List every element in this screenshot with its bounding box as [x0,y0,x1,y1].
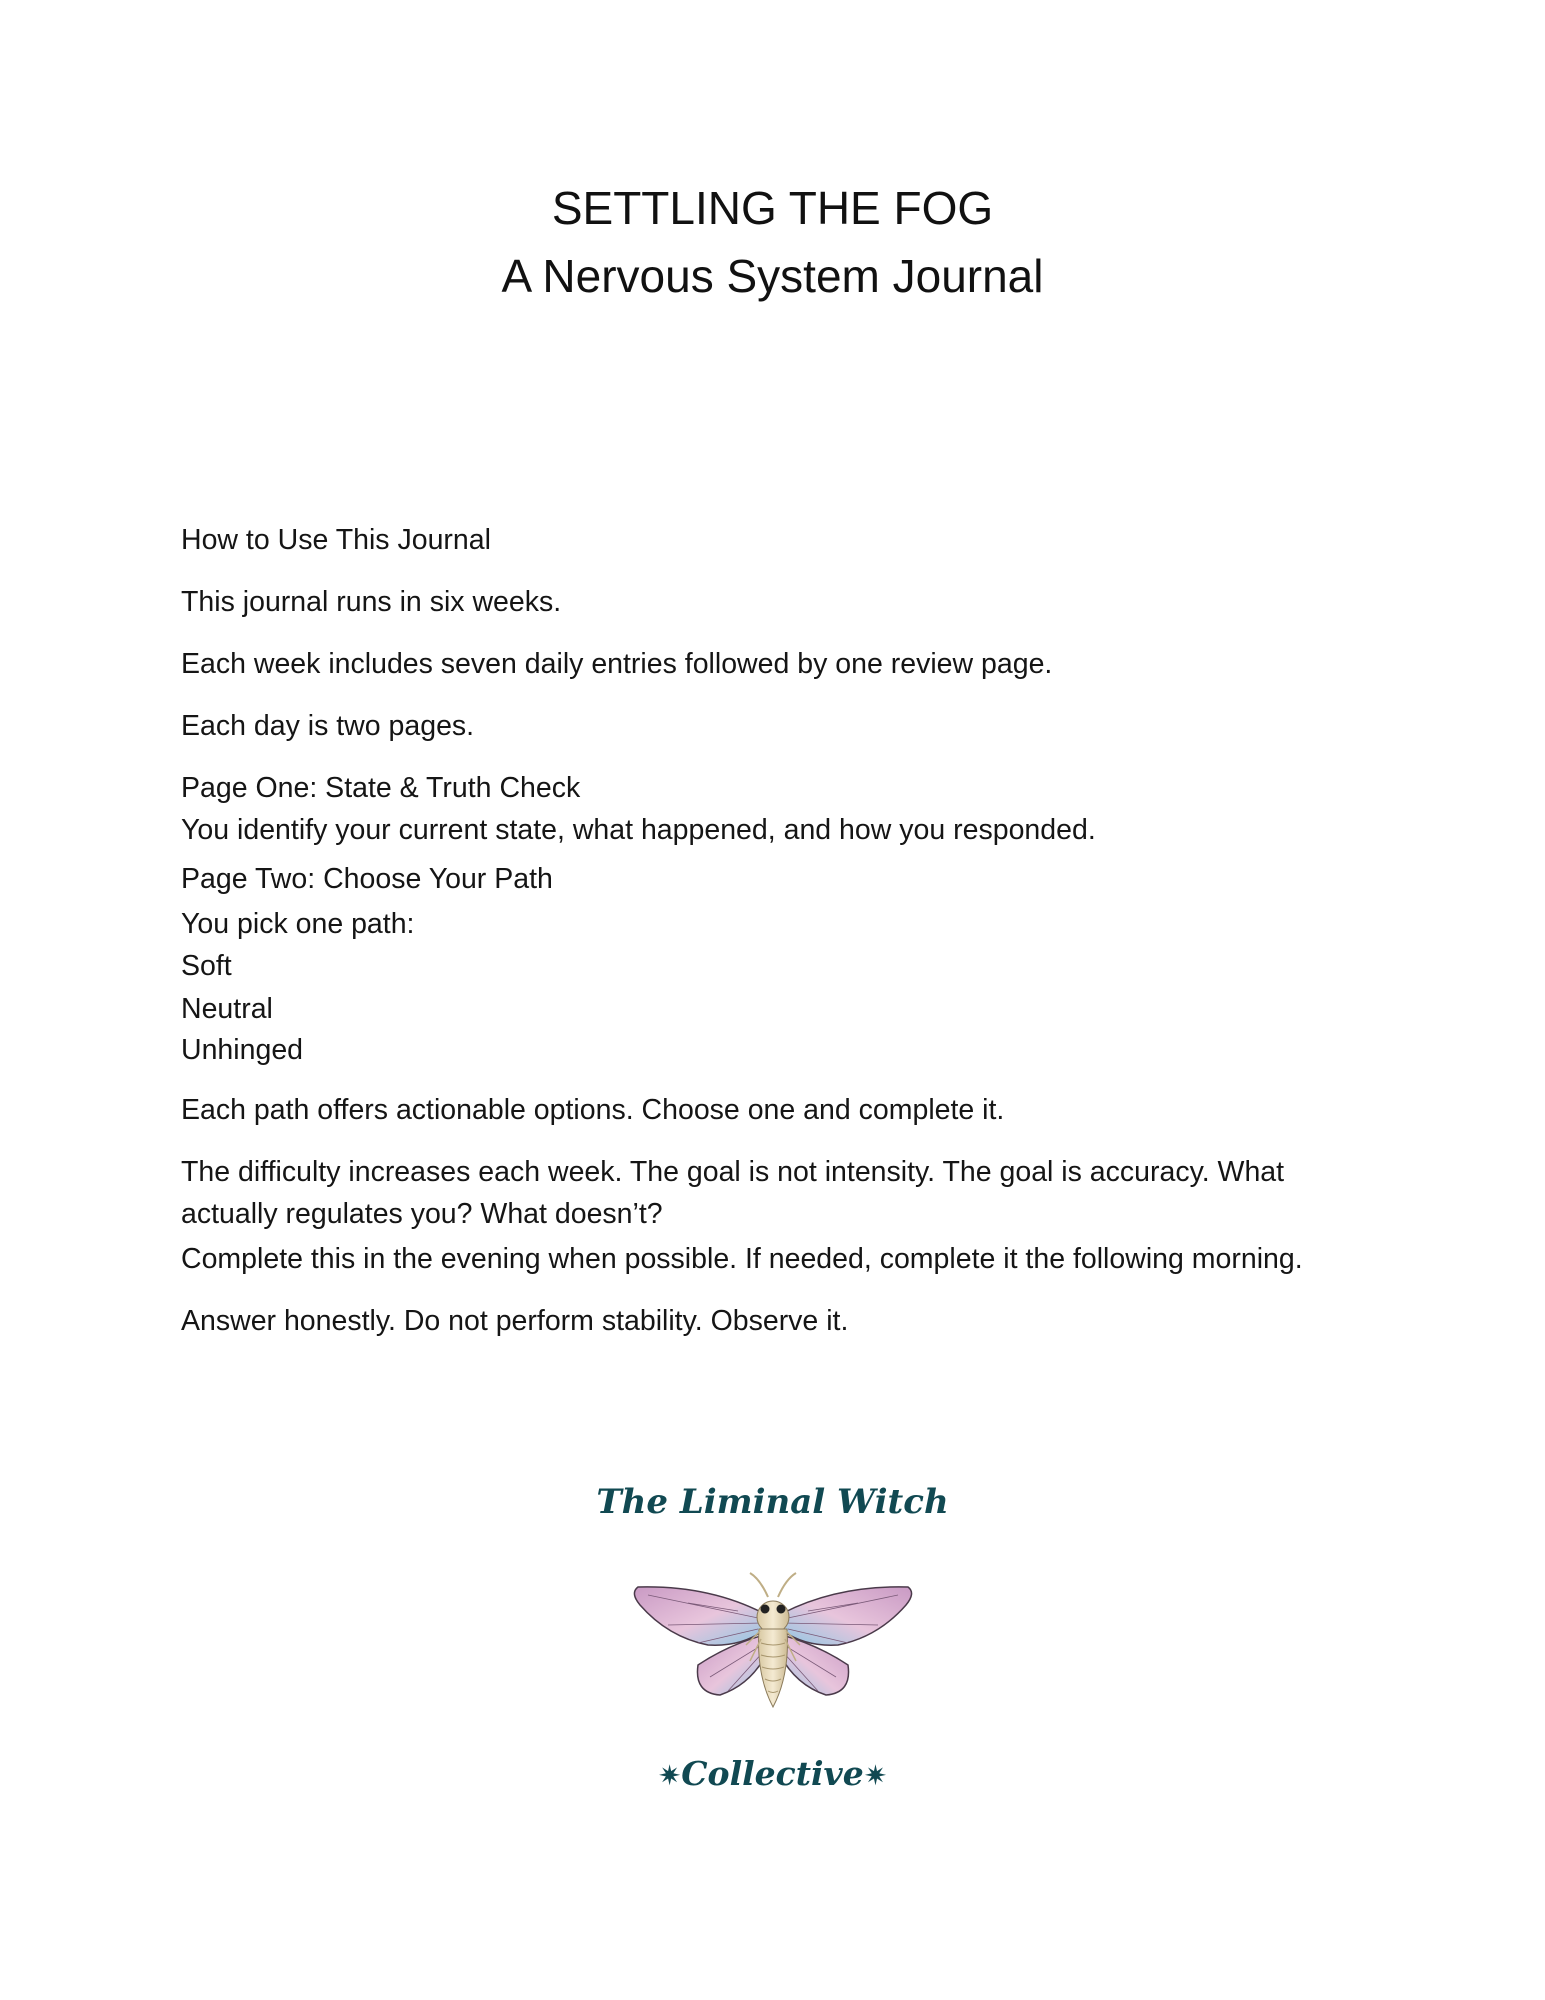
page-subtitle: A Nervous System Journal [501,250,1044,302]
paragraph-pages: Each day is two pages. [181,710,475,742]
paragraph-weeks: This journal runs in six weeks. [181,586,562,618]
page-title: SETTLING THE FOG [551,182,994,234]
path-option-soft: Soft [181,950,232,982]
paragraph-options: Each path offers actionable options. Choose one and complete it. [181,1094,1005,1126]
path-option-unhinged: Unhinged [181,1034,304,1066]
page-two-title: Page Two: Choose Your Path [181,863,553,895]
page-two-description: You pick one path: [181,908,415,940]
paragraph-evening: Complete this in the evening when possible. If needed, complete it the following morning. [181,1243,1303,1275]
paragraph-entries: Each week includes seven daily entries followed by one review page. [181,648,1053,680]
page-one-description: You identify your current state, what happened, and how you responded. [181,814,1096,846]
paragraph-difficulty-line-2: actually regulates you? What doesn’t? [181,1198,663,1230]
brand-name-bottom [0,1752,1545,1798]
star-icon: ✷ [657,1759,682,1792]
moth-icon [628,1565,918,1715]
instructions-heading: How to Use This Journal [181,524,491,556]
path-option-neutral: Neutral [181,993,273,1025]
paragraph-honest: Answer honestly. Do not perform stability. Observe it. [181,1305,849,1337]
paragraph-difficulty-line-1: The difficulty increases each week. The goal is not intensity. The goal is accuracy. What [181,1156,1285,1188]
page-one-title: Page One: State & Truth Check [181,772,581,804]
star-icon: ✷ [863,1759,888,1792]
brand-collective-text: Collective [681,1754,864,1793]
brand-name-top: The Liminal Witch [596,1482,949,1522]
